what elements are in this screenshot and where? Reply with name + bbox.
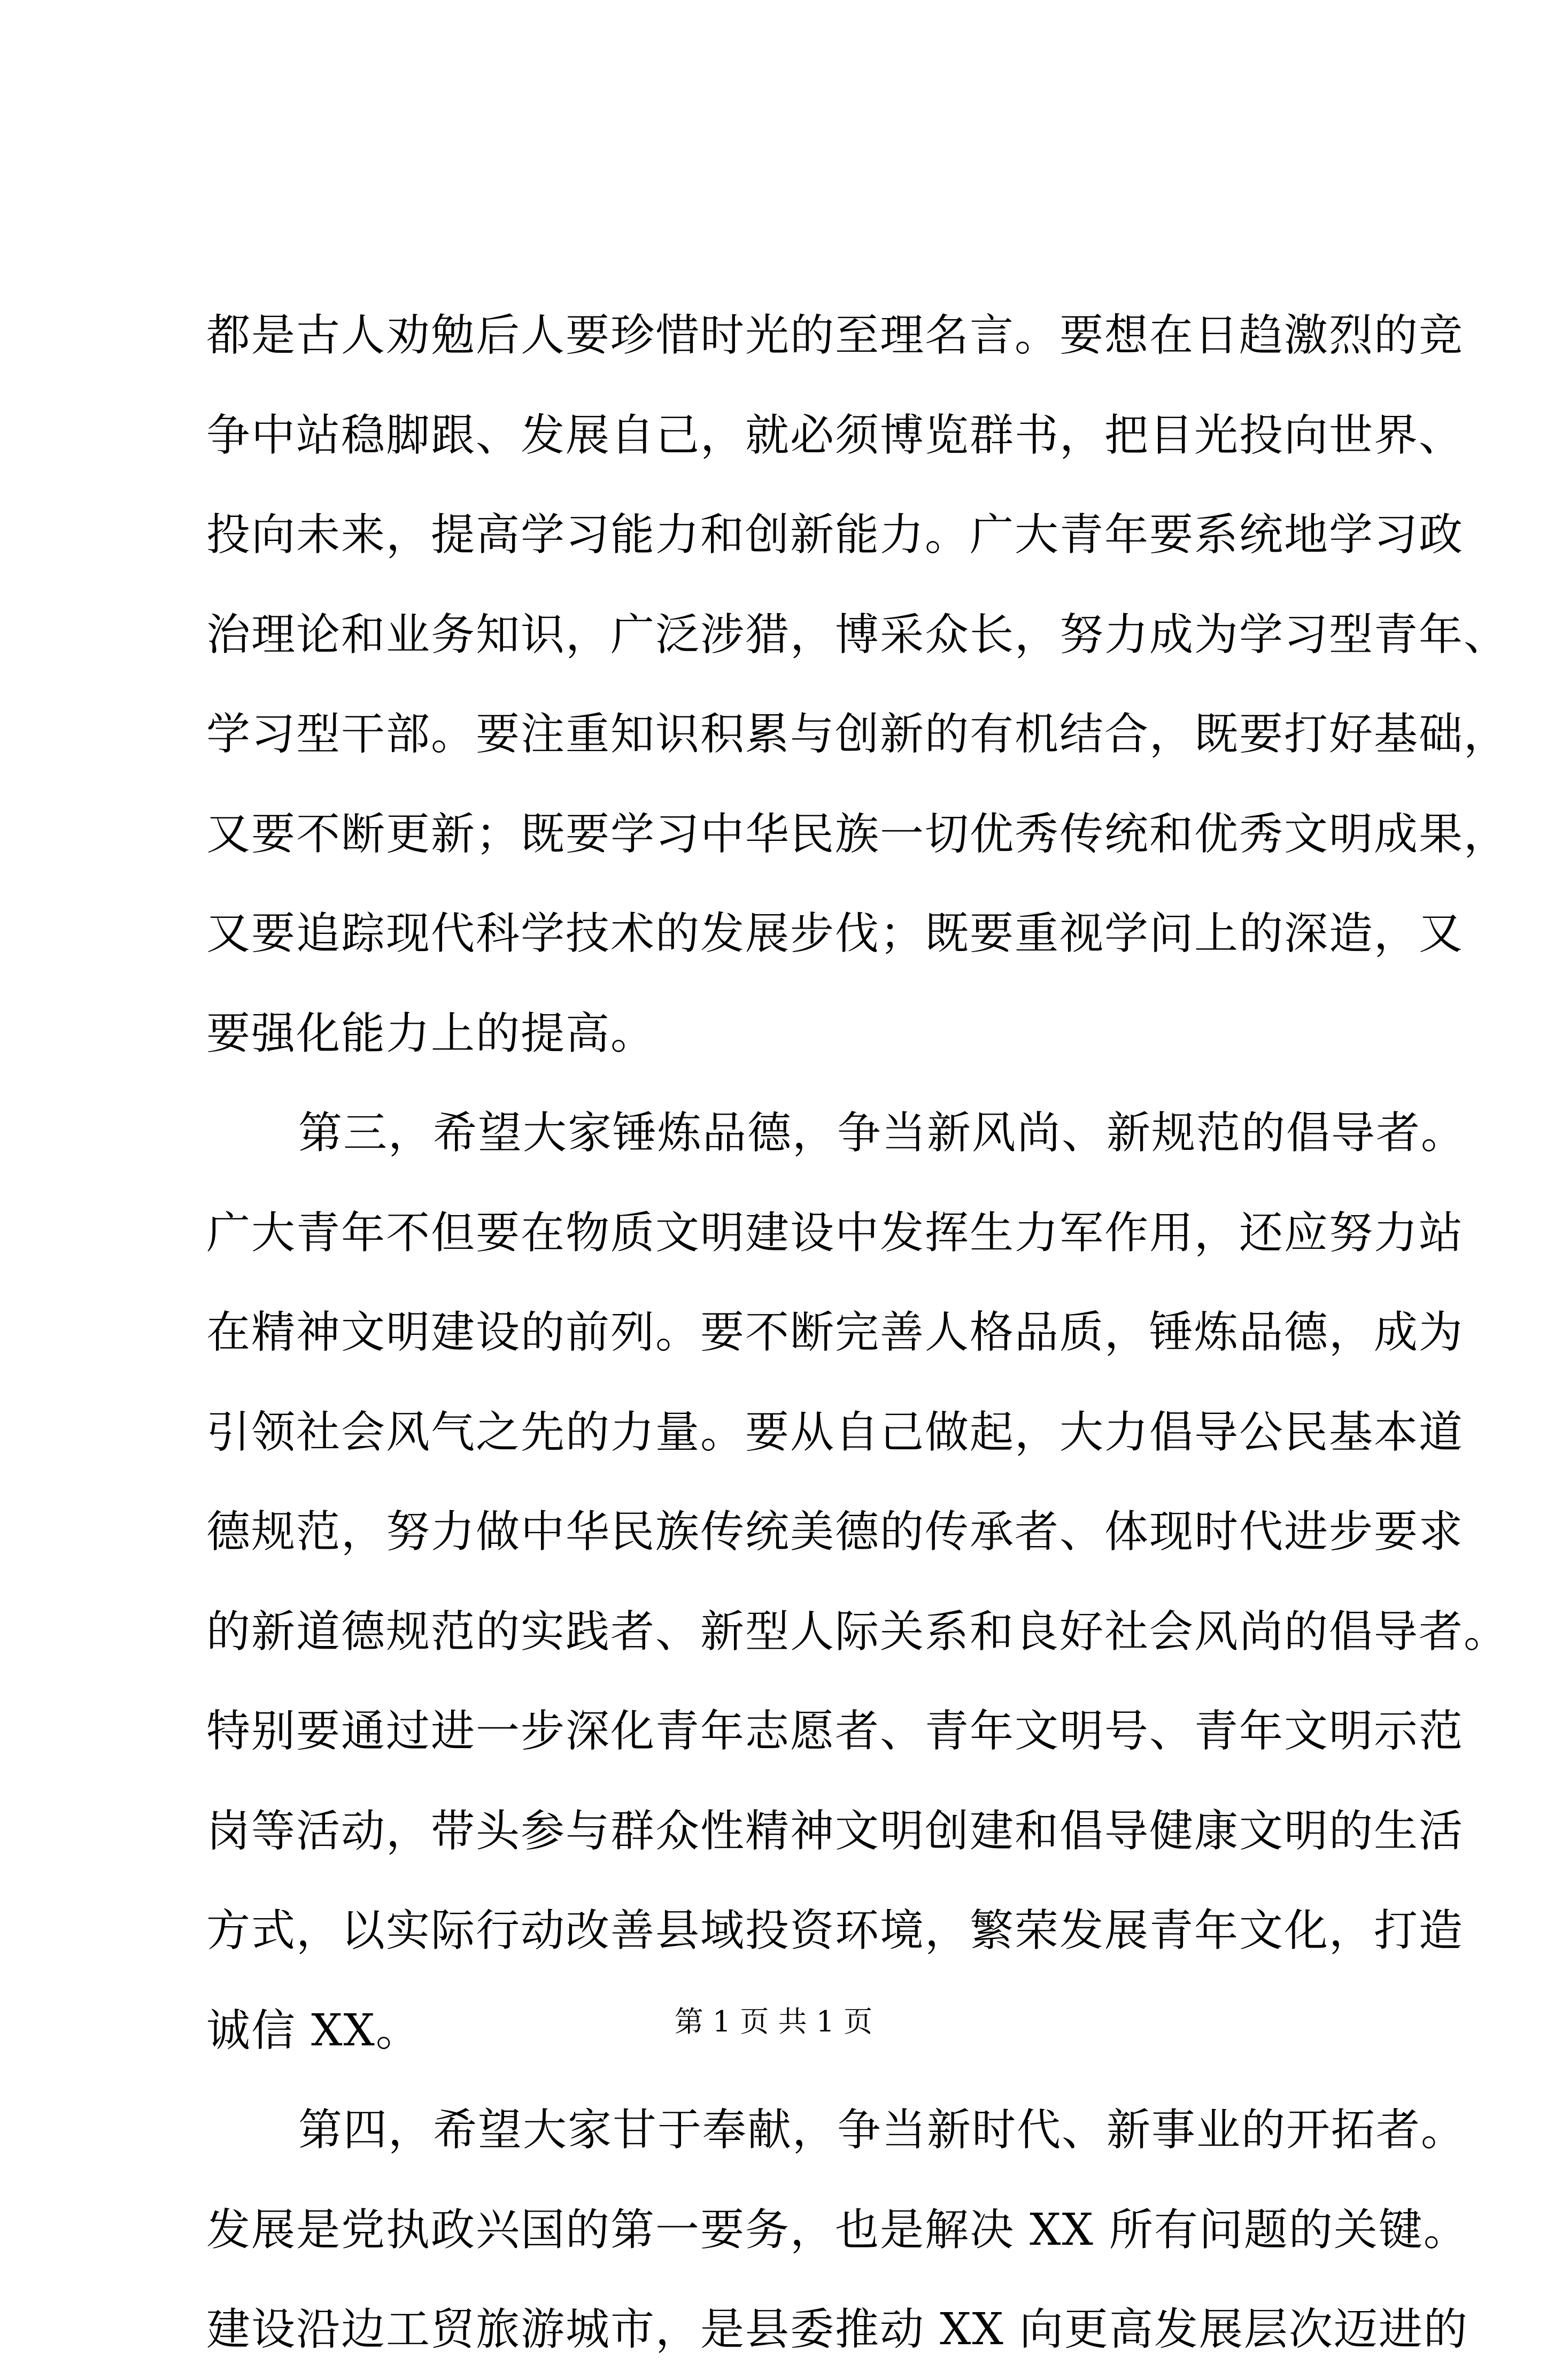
text-line: 的新道德规范的实践者、新型人际关系和良好社会风尚的倡导者。: [206, 1606, 1509, 1657]
text-line: 又要追踪现代科学技术的发展步伐；既要重视学问上的深造，又: [206, 908, 1464, 959]
text-line: 又要不断更新；既要学习中华民族一切优秀传统和优秀文明成果，: [206, 808, 1509, 860]
paragraph-first-line: 第三，希望大家锤炼品德，争当新风尚、新规范的倡导者。: [298, 1108, 1466, 1158]
text-line: 发展是党执政兴国的第一要务，也是解决 XX 所有问题的关键。: [206, 2204, 1468, 2255]
text-line: 诚信 XX。: [206, 2005, 421, 2056]
text-line: 要强化能力上的提高。: [206, 1008, 656, 1059]
text-line: 德规范，努力做中华民族传统美德的传承者、体现时代进步要求: [206, 1506, 1464, 1557]
text-line: 岗等活动，带头参与群众性精神文明创建和倡导健康文明的生活: [206, 1805, 1464, 1857]
text-line: 特别要通过进一步深化青年志愿者、青年文明号、青年文明示范: [206, 1706, 1464, 1757]
text-line: 方式，以实际行动改善县域投资环境，繁荣发展青年文化，打造: [206, 1905, 1464, 1956]
text-line: 争中站稳脚跟、发展自己，就必须博览群书，把目光投向世界、: [206, 409, 1464, 461]
text-line: 广大青年不但要在物质文明建设中发挥生力军作用，还应努力站: [206, 1207, 1464, 1258]
paragraph-first-line: 第四，希望大家甘于奉献，争当新时代、新事业的开拓者。: [298, 2105, 1466, 2155]
text-line: 治理论和业务知识，广泛涉猎，博采众长，努力成为学习型青年、: [206, 609, 1509, 660]
page-footer: [0, 2000, 1547, 2043]
text-line: 引领社会风气之先的力量。要从自己做起，大力倡导公民基本道: [206, 1407, 1464, 1458]
text-line: 学习型干部。要注重知识积累与创新的有机结合，既要打好基础，: [206, 709, 1509, 760]
text-line: 投向未来，提高学习能力和创新能力。广大青年要系统地学习政: [206, 509, 1464, 560]
text-line: 建设沿边工贸旅游城市，是县委推动 XX 向更高发展层次迈进的: [206, 2304, 1468, 2355]
document-body: [206, 286, 1509, 2380]
page-number-label: 第 1 页 共 1 页: [674, 2005, 873, 2038]
text-line: 在精神文明建设的前列。要不断完善人格品质，锤炼品德，成为: [206, 1307, 1464, 1358]
text-line: 都是古人劝勉后人要珍惜时光的至理名言。要想在日趋激烈的竞: [206, 310, 1464, 361]
